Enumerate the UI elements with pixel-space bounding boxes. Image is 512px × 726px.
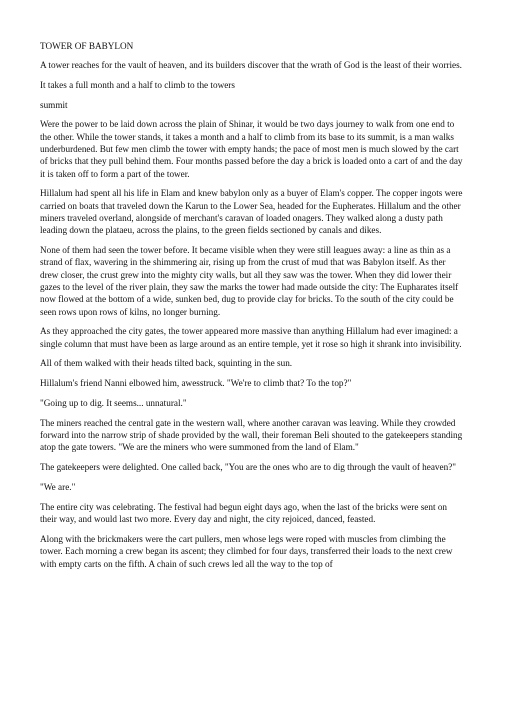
paragraph-heads-tilted: All of them walked with their heads tilted back, squinting in the sun. (40, 358, 293, 369)
paragraph-first-sight: None of them had seen the tower before. It became visible when they were still leagues away: a line as thin as a strand of flax, wavering in the shimmering air, rising up from the crust of mud that was Babylon itself. As ther drew closer, the crust grew into the mighty city walls, but all they saw was the tower. When they did lower their gazes to the level of the river plain, they saw the marks the tower had made outside the city: The Eupharates itself now flowed at the bottom of a wide, sunken bed, dug to provide clay for bricks. To the south of the city could be seen rows upon rows of kilns, no longer burning. (40, 245, 459, 317)
paragraph-heading-summit: summit (40, 99, 68, 110)
paragraph-subtitle: A tower reaches for the vault of heaven, and its builders discover that the wrath of God is the least of their worries. (40, 60, 462, 70)
paragraph-gatekeepers: The gatekeepers were delighted. One called back, "You are the ones who are to dig through the vault of heaven?" (40, 462, 457, 473)
paragraph-hillalum-elam: Hillalum had spent all his life in Elam and knew babylon only as a buyer of Elam's copper. The copper ingots were carried on boats that traveled down the Karun to the Lower Sea, headed for the Eupherates. Hillalum and the other miners traveled overland, alongside of merchant's caravan of loaded onagers. They walked along a dusty path leading down the plataeu, across the plains, to the green fields sectioned by canals and dikes. (40, 188, 463, 236)
paragraph-celebrating: The entire city was celebrating. The festival had begun eight days ago, when the last of the bricks were sent on their way, and would last two more. Every day and night, the city rejoiced, danced, feasted. (40, 501, 448, 525)
document-title: TOWER OF BABYLON (40, 41, 134, 51)
paragraph-we-are: "We are." (40, 482, 76, 493)
paragraph-central-gate: The miners reached the central gate in the western wall, where another caravan was leaving. While they crowded forward into the narrow strip of shade provided by the wall, their foreman Beli shouted to the gatekeepers standing atop the gate towers. "We are the miners who were summoned from the land of Elam." (40, 417, 463, 453)
paragraph-plain-of-shinar: Were the power to be laid down across the plain of Shinar, it would be two days journey to walk from one end to the other. While the tower stands, it takes a month and a half to climb from its base to its summit, is a man walks underburdened. But few men climb the tower with empty hands; the pace of most men is much slowed by the cart of bricks that they pull behind them. Four months passed before the day a brick is loaded onto a cart of and the day it is taken off to form a part of the tower. (40, 119, 463, 179)
paragraph-nanni: Hillalum's friend Nanni elbowed him, awesstruck. "We're to climb that? To the top?" (40, 378, 352, 389)
paragraph-city-gates: As they approached the city gates, the tower appeared more massive than anything Hillalum had ever imagined: a single column that must have been as large around as an entire temple, yet it rose so high it shrank into invisibility. (40, 326, 462, 349)
paragraph-going-up: "Going up to dig. It seems... unnatural." (40, 398, 187, 409)
paragraph-cart-pullers: Along with the brickmakers were the cart pullers, men whose legs were roped with muscles from climbing the tower. Each morning a crew began its ascent; they climbed for four days, transferred their loads to the next crew with empty carts on the fifth. A chain of such crews led all the way to the top of (40, 533, 453, 569)
paragraph-heading-line: It takes a full month and a half to climb to the towers (40, 79, 235, 90)
